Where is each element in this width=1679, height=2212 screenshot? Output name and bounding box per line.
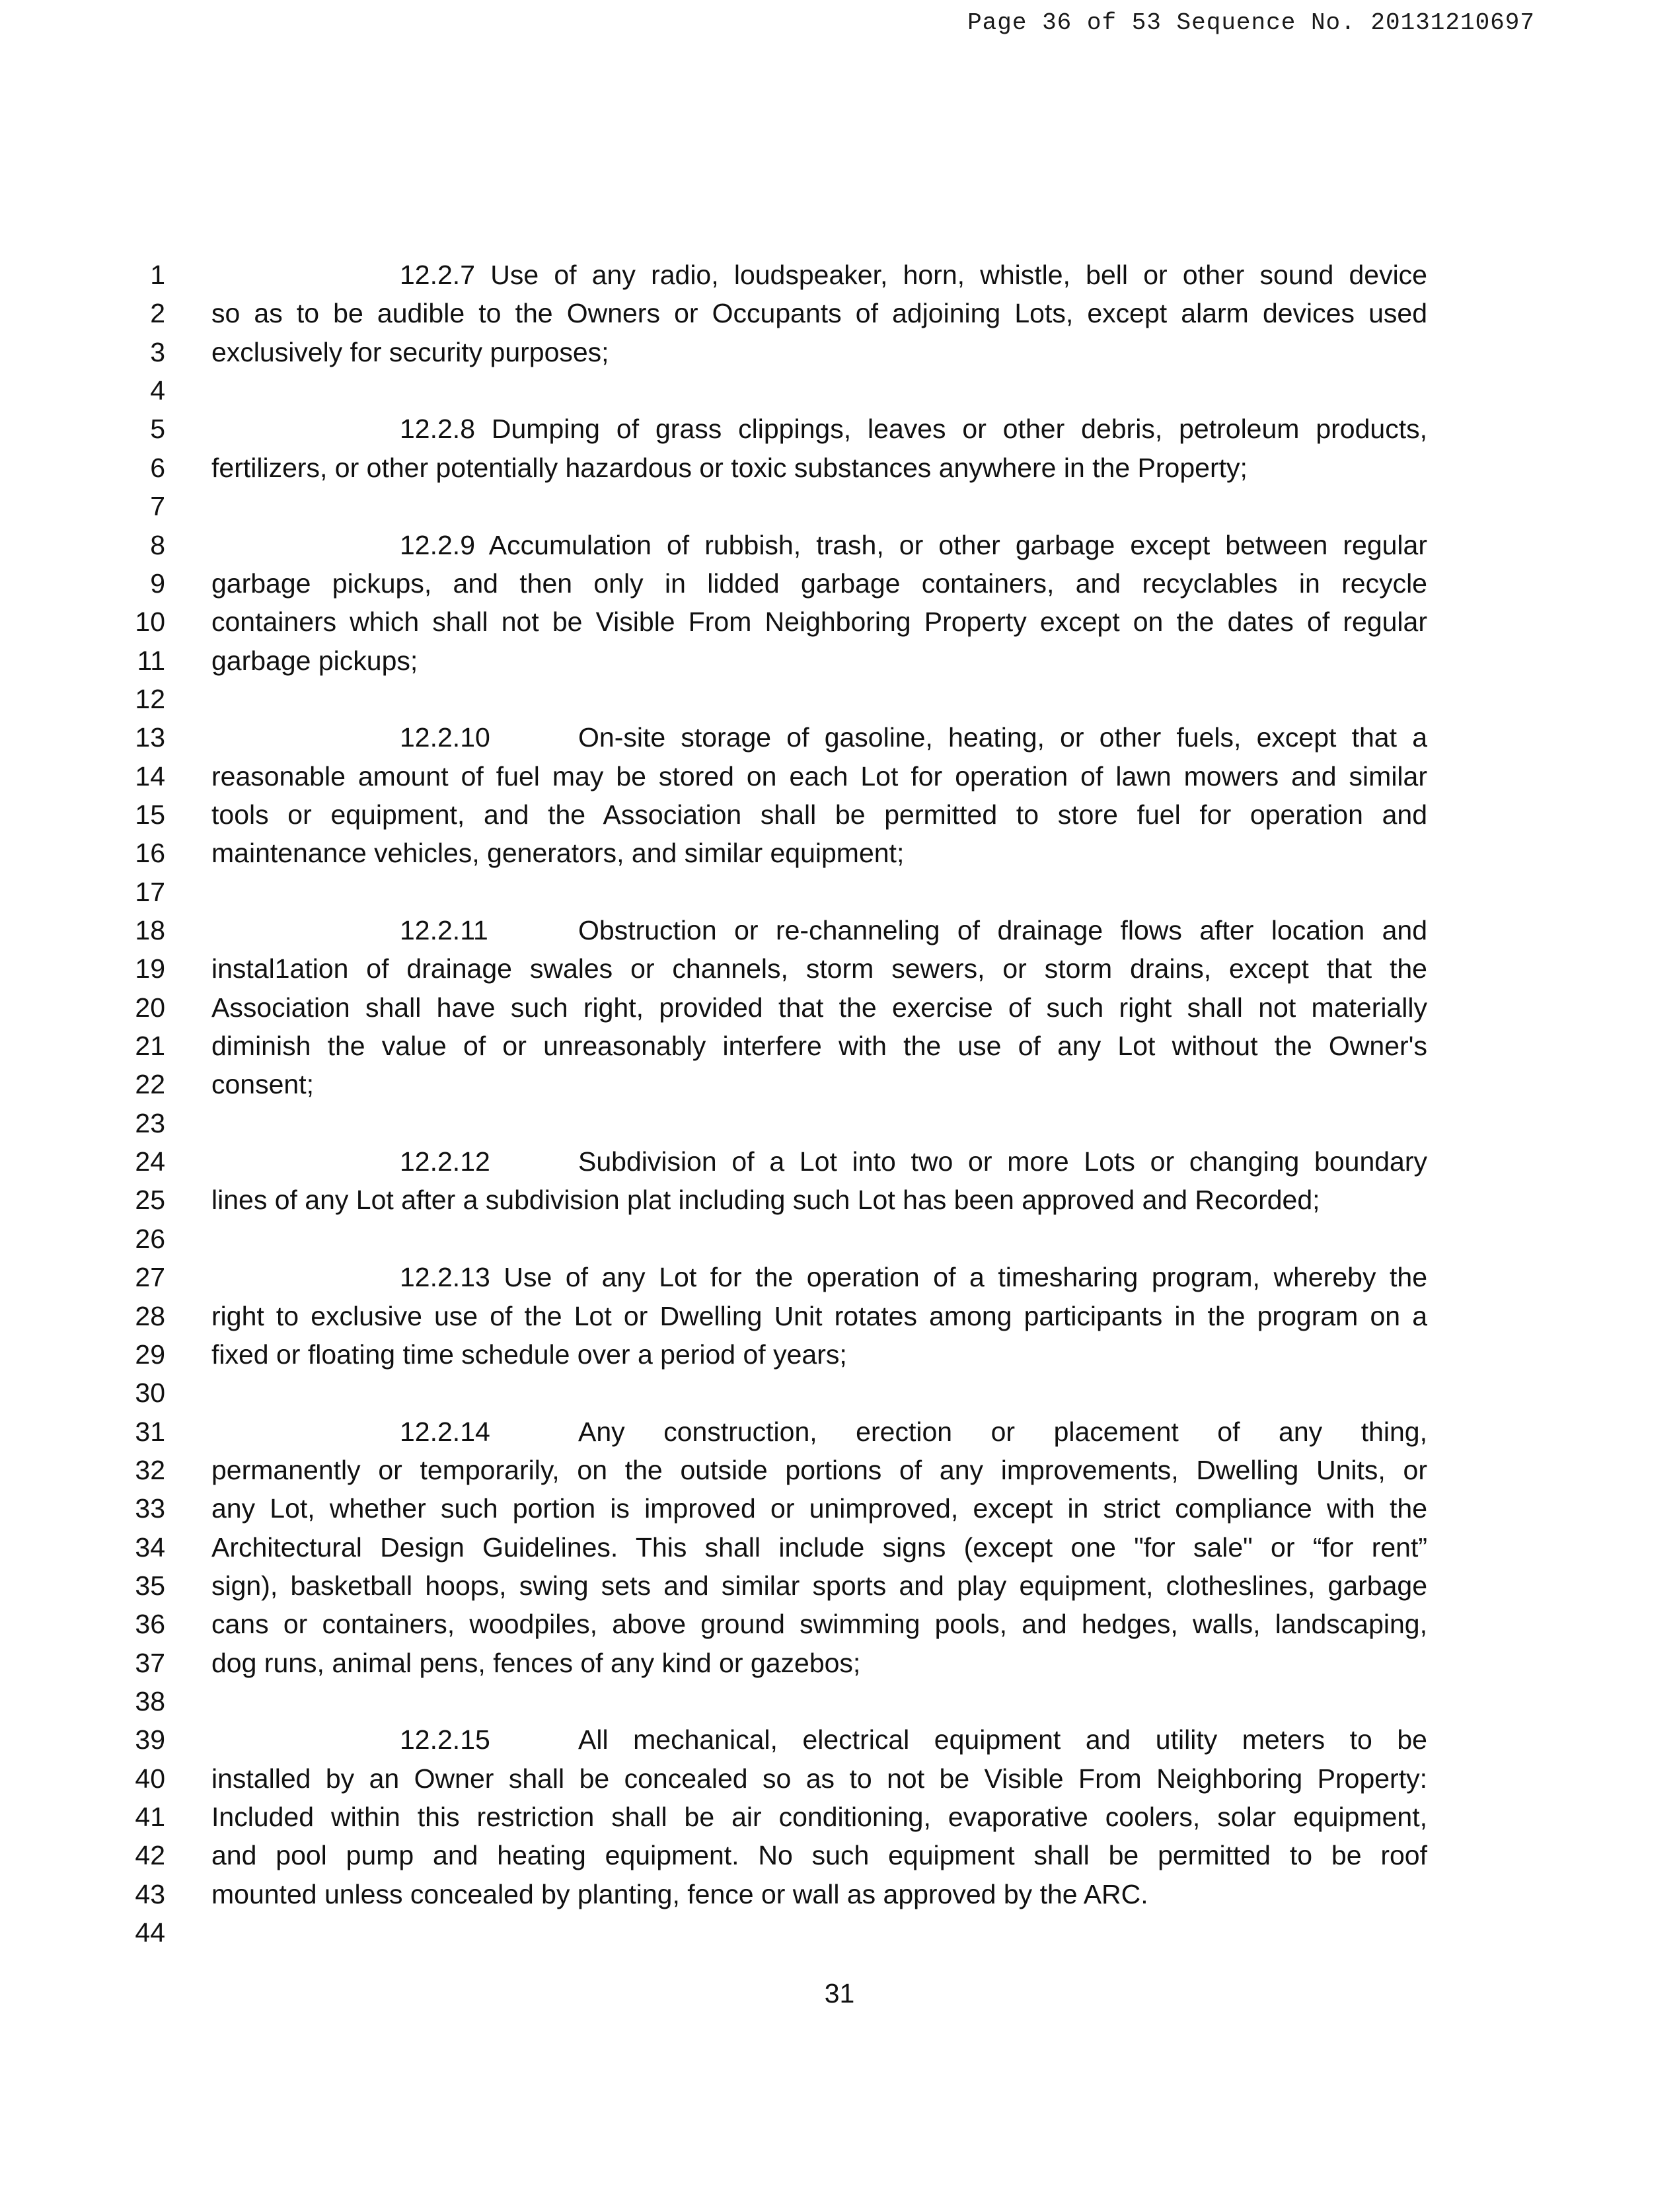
section-text: All mechanical, electrical equipment and utility meters to be [578, 1724, 1427, 1755]
document-line [0, 1104, 1679, 1142]
line-number: 6 [150, 452, 165, 483]
line-number: 4 [150, 375, 165, 406]
line-text: dog runs, animal pens, fences of any kind or gazebos; [211, 1647, 861, 1678]
line-number: 35 [135, 1570, 165, 1601]
line-number: 21 [135, 1031, 165, 1061]
line-number: 38 [135, 1686, 165, 1716]
line-text: and pool pump and heating equipment. No such equipment shall be permitted to be roof [211, 1840, 1427, 1871]
document-line [0, 1836, 1679, 1874]
document-line [0, 1258, 1679, 1296]
line-text [400, 1720, 1427, 1759]
section-label: 12.2.12 [400, 1146, 490, 1177]
line-number: 17 [135, 876, 165, 907]
line-text: tools or equipment, and the Association shall be permitted to store fuel for operation and [211, 799, 1427, 830]
line-number: 16 [135, 838, 165, 869]
document-line [0, 1567, 1679, 1605]
document-line [0, 1027, 1679, 1065]
line-number: 8 [150, 529, 165, 560]
section-text: On-site storage of gasoline, heating, or other fuels, except that a [578, 722, 1427, 753]
line-number: 13 [135, 722, 165, 753]
line-text: maintenance vehicles, generators, and similar equipment; [211, 838, 905, 869]
document-line [0, 1875, 1679, 1913]
line-number: 20 [135, 992, 165, 1023]
line-text: right to exclusive use of the Lot or Dwelling Unit rotates among participants in the program on a [211, 1300, 1427, 1331]
document-line [0, 1682, 1679, 1720]
page-header-sequence: Page 36 of 53 Sequence No. 20131210697 [967, 9, 1535, 36]
section-label: 12.2.15 [400, 1724, 490, 1755]
line-text: Architectural Design Guidelines. This shall include signs (except one "for sale" or “for rent” [211, 1531, 1427, 1563]
line-text: sign), basketball hoops, swing sets and similar sports and play equipment, clotheslines, garbage [211, 1570, 1427, 1601]
line-number: 32 [135, 1454, 165, 1485]
line-number: 29 [135, 1339, 165, 1370]
document-line [0, 410, 1679, 448]
line-number: 3 [150, 336, 165, 367]
document-line [0, 1297, 1679, 1335]
section-text: Subdivision of a Lot into two or more Lots or changing boundary [578, 1146, 1427, 1177]
line-text: exclusively for security purposes; [211, 336, 609, 367]
line-number: 26 [135, 1223, 165, 1254]
document-line [0, 1181, 1679, 1219]
line-number: 27 [135, 1262, 165, 1293]
document-line [0, 371, 1679, 410]
document-line [0, 564, 1679, 603]
section-label: 12.2.10 [400, 722, 490, 753]
line-text: garbage pickups; [211, 645, 418, 676]
line-number: 12 [135, 683, 165, 714]
line-text: garbage pickups, and then only in lidded garbage containers, and recyclables in recycle [211, 568, 1427, 599]
line-number: 22 [135, 1069, 165, 1100]
line-text: reasonable amount of fuel may be stored on each Lot for operation of lawn mowers and similar [211, 760, 1427, 792]
document-line [0, 1759, 1679, 1798]
line-text: 12.2.9 Accumulation of rubbish, trash, or other garbage except between regular [400, 529, 1427, 560]
line-text: so as to be audible to the Owners or Occupants of adjoining Lots, except alarm devices used [211, 298, 1427, 329]
line-number: 30 [135, 1378, 165, 1409]
document-line [0, 294, 1679, 332]
document-line [0, 1451, 1679, 1489]
line-number: 34 [135, 1531, 165, 1563]
document-line [0, 873, 1679, 911]
document-line [0, 1142, 1679, 1181]
line-number: 44 [135, 1917, 165, 1948]
line-number: 33 [135, 1493, 165, 1524]
line-number: 36 [135, 1609, 165, 1640]
line-text: consent; [211, 1069, 314, 1100]
line-number: 7 [150, 491, 165, 522]
line-text: Association shall have such right, provided that the exercise of such right shall not materially [211, 992, 1427, 1023]
section-label: 12.2.11 [400, 915, 488, 945]
document-line [0, 603, 1679, 641]
document-line [0, 487, 1679, 525]
document-line [0, 1528, 1679, 1567]
document-line [0, 834, 1679, 872]
document-line [0, 795, 1679, 834]
line-number: 41 [135, 1802, 165, 1832]
line-text: installed by an Owner shall be concealed so as to not be Visible From Neighboring Property: [211, 1763, 1427, 1794]
line-number: 40 [135, 1763, 165, 1794]
document-line [0, 757, 1679, 795]
line-number: 19 [135, 953, 165, 984]
document-line [0, 333, 1679, 371]
line-number: 1 [150, 260, 165, 290]
document-line [0, 949, 1679, 988]
line-text: 12.2.7 Use of any radio, loudspeaker, horn, whistle, bell or other sound device [400, 260, 1427, 290]
section-label: 12.2.14 [400, 1416, 490, 1447]
line-text: any Lot, whether such portion is improved or unimproved, except in strict compliance with the [211, 1493, 1427, 1524]
line-text [400, 911, 1427, 949]
line-text [400, 1142, 1427, 1181]
document-line [0, 1374, 1679, 1412]
line-text: containers which shall not be Visible From Neighboring Property except on the dates of regular [211, 607, 1427, 638]
document-line [0, 988, 1679, 1027]
document-line [0, 1335, 1679, 1374]
line-text: 12.2.8 Dumping of grass clippings, leaves or other debris, petroleum products, [400, 414, 1427, 445]
section-text: Any construction, erection or placement of any thing, [578, 1416, 1427, 1447]
line-text: cans or containers, woodpiles, above ground swimming pools, and hedges, walls, landscaping, [211, 1609, 1427, 1640]
document-line [0, 1220, 1679, 1258]
line-number: 28 [135, 1300, 165, 1331]
line-number: 11 [137, 645, 165, 676]
document-line [0, 526, 1679, 564]
line-number: 14 [135, 760, 165, 792]
document-line [0, 680, 1679, 718]
document-line [0, 1605, 1679, 1643]
document-line [0, 449, 1679, 487]
document-line [0, 1413, 1679, 1451]
document-line [0, 1913, 1679, 1952]
line-number: 10 [135, 607, 165, 638]
line-text: fertilizers, or other potentially hazardous or toxic substances anywhere in the Property; [211, 452, 1248, 483]
line-number: 15 [135, 799, 165, 830]
line-number: 39 [135, 1724, 165, 1755]
line-number: 42 [135, 1840, 165, 1871]
line-number: 18 [135, 915, 165, 945]
line-text: Included within this restriction shall be air conditioning, evaporative coolers, solar equipment, [211, 1802, 1427, 1832]
page-number: 31 [824, 1978, 855, 2009]
line-text: diminish the value of or unreasonably interfere with the use of any Lot without the Owner's [211, 1031, 1427, 1061]
line-text: mounted unless concealed by planting, fence or wall as approved by the ARC. [211, 1878, 1148, 1909]
line-number: 37 [135, 1647, 165, 1678]
line-number: 5 [150, 414, 165, 445]
line-text: instal1ation of drainage swales or channels, storm sewers, or storm drains, except that the [211, 953, 1427, 984]
line-text: permanently or temporarily, on the outside portions of any improvements, Dwelling Units, or [211, 1454, 1427, 1485]
line-number: 43 [135, 1878, 165, 1909]
line-text: fixed or floating time schedule over a period of years; [211, 1339, 847, 1370]
document-line [0, 1644, 1679, 1682]
document-line [0, 1798, 1679, 1836]
line-text [400, 718, 1427, 756]
line-number: 9 [150, 568, 165, 599]
document-line [0, 718, 1679, 756]
document-line [0, 911, 1679, 949]
line-text: 12.2.13 Use of any Lot for the operation of a timesharing program, whereby the [400, 1262, 1427, 1293]
line-text [400, 1413, 1427, 1451]
document-line [0, 1065, 1679, 1103]
document-line [0, 256, 1679, 294]
line-text: lines of any Lot after a subdivision plat including such Lot has been approved and Recorded; [211, 1185, 1320, 1216]
line-number: 2 [150, 298, 165, 329]
line-number: 25 [135, 1185, 165, 1216]
section-text: Obstruction or re-channeling of drainage flows after location and [578, 915, 1427, 945]
line-number: 24 [135, 1146, 165, 1177]
document-line [0, 642, 1679, 680]
line-number: 23 [135, 1107, 165, 1138]
document-line [0, 1720, 1679, 1759]
document-line [0, 1489, 1679, 1528]
line-number: 31 [135, 1416, 165, 1447]
